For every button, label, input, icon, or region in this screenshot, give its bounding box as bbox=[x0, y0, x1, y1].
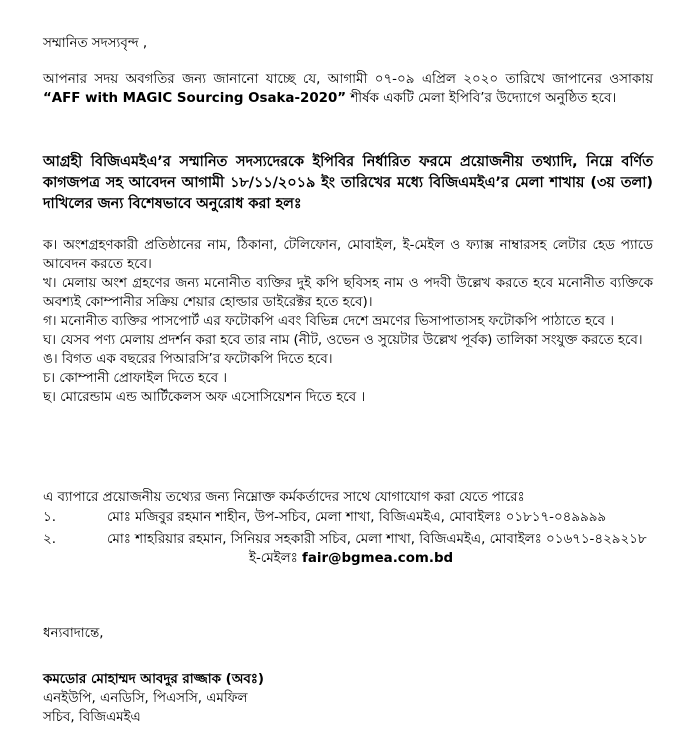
request-paragraph: আগ্রহী বিজিএমইএ’র সম্মানিত সদস্যদেরকে ইপিবির নির্ধারিত ফরমে প্রয়োজনীয় তথ্যাদি, নিম্নে বর্ণিত কাগজপত্র সহ আবেদন আগামী ১৮/১১/২০১৯ ইং তারিখের মধ্যে বিজিএমইএ’র মেলা শাখায় (৩য় তলা) দাখিলের জন্য বিশেষভাবে অনুরোধ করা হলঃ bbox=[43, 154, 653, 212]
email-label: ই-মেইলঃ bbox=[249, 551, 303, 566]
contact-item bbox=[43, 508, 653, 527]
email-line bbox=[43, 549, 653, 568]
signature-block bbox=[43, 670, 653, 727]
list-item: ঙ। বিগত এক বছরের পিআরসি’র ফটোকপি দিতে হবে। bbox=[43, 352, 333, 367]
list-item: খ। মেলায় অংশ গ্রহণের জন্য মনোনীত ব্যক্তির দুই কপি ছবিসহ নাম ও পদবী উল্লেখ করতে হবে মনোনীত ব্যক্তিকে অবশ্যই কোম্পানীর সক্রিয় শেয়ার হোল্ডার ডাইরেক্টর হতে হবে)। bbox=[43, 276, 653, 310]
closing: ধন্যবাদান্তে, bbox=[43, 626, 104, 641]
signer-name: কমডোর মোহাম্মদ আবদুর রাজ্জাক (অবঃ) bbox=[43, 672, 265, 687]
list-item: ঘ। যেসব পণ্য মেলায় প্রদর্শন করা হবে তার নাম (নীট, ওভেন ও সুয়েটার উল্লেখ পূর্বক) তালিকা সংযুক্ত করতে হবে। bbox=[43, 333, 643, 348]
signer-credentials: এনইউপি, এনডিসি, পিএসসি, এমফিল bbox=[43, 691, 248, 706]
email-address: fair@bgmea.com.bd bbox=[302, 551, 454, 566]
event-name: “AFF with MAGIC Sourcing Osaka-2020” bbox=[43, 91, 347, 106]
contact-intro: এ ব্যাপারে প্রয়োজনীয় তথ্যের জন্য নিম্নোক্ত কর্মকর্তাদের সাথে যোগাযোগ করা যেতে পারেঃ bbox=[43, 490, 525, 505]
list-item: ক। অংশগ্রহণকারী প্রতিষ্ঠানের নাম, ঠিকানা, টেলিফোন, মোবাইল, ই-মেইল ও ফ্যাক্স নাম্বারসহ লেটার হেড প্যাডে আবেদন করতে হবে। bbox=[43, 238, 653, 272]
contact-text: মোঃ মজিবুর রহমান শাহীন, উপ-সচিব, মেলা শাখা, বিজিএমইএ, মোবাইলঃ ০১৮১৭-০৪৯৯৯৯ bbox=[107, 510, 607, 525]
intro-paragraph bbox=[43, 70, 653, 108]
intro-text-1: আপনার সদয় অবগতির জন্য জানানো যাচ্ছে যে, আগামী ০৭-০৯ এপ্রিল ২০২০ তারিখে জাপানের ওসাকায় bbox=[43, 72, 653, 87]
contact-number: ২. bbox=[43, 532, 56, 547]
salutation: সম্মানিত সদস্যবৃন্দ , bbox=[43, 36, 148, 51]
list-item: গ। মনোনীত ব্যক্তির পাসপোর্ট এর ফটোকপি এবং বিভিন্ন দেশে ভ্রমণের ভিসাপাতাসহ ফটোকপি পাঠাতে হবে । bbox=[43, 314, 614, 329]
list-item: চ। কোম্পানী প্রোফাইল দিতে হবে । bbox=[43, 371, 228, 386]
intro-text-2: শীর্ষক একটি মেলা ইপিবি’র উদ্যোগে অনুষ্ঠিত হবে। bbox=[346, 91, 617, 106]
list-item: ছ। মোরেন্ডাম এন্ড আর্টিকেলস অফ এসোসিয়েশন দিতে হবে । bbox=[43, 390, 366, 405]
contact-number: ১. bbox=[43, 510, 56, 525]
signer-designation: সচিব, বিজিএমইএ bbox=[43, 710, 141, 725]
contact-list bbox=[43, 508, 653, 568]
contact-text: মোঃ শাহরিয়ার রহমান, সিনিয়র সহকারী সচিব, মেলা শাখা, বিজিএমইএ, মোবাইলঃ ০১৬৭১-৪২৯২১৮ bbox=[107, 532, 647, 547]
requirements-list bbox=[43, 236, 653, 407]
contact-item bbox=[43, 530, 653, 549]
